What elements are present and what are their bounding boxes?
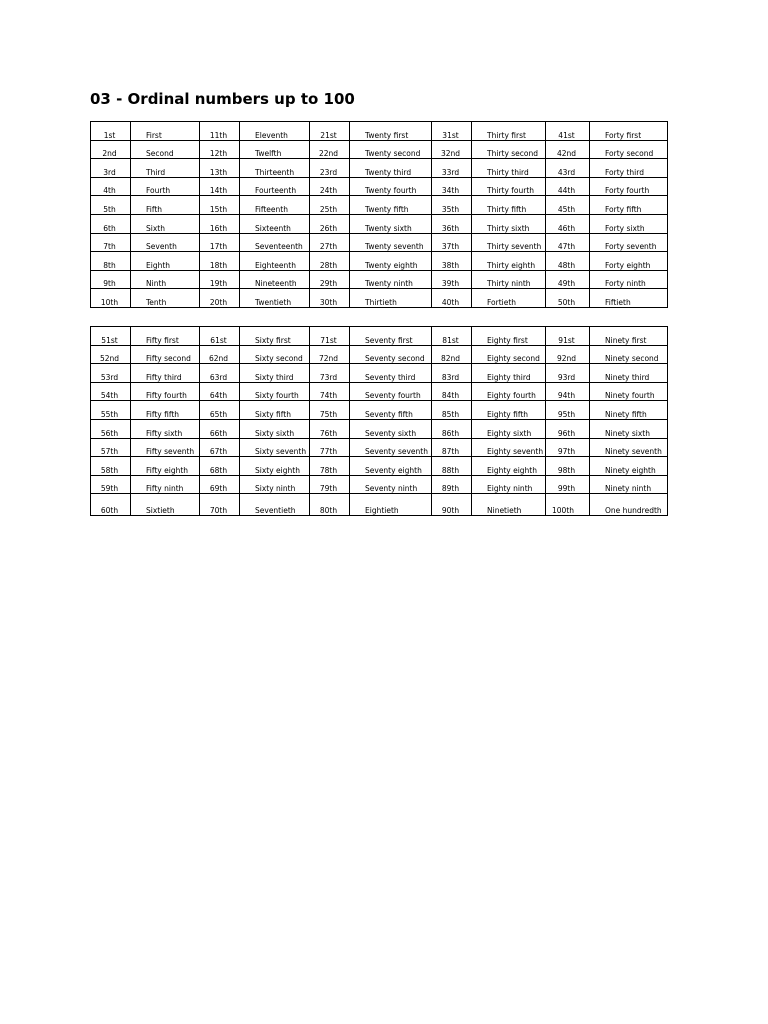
ordinal-number-cell: 76th bbox=[310, 419, 350, 438]
ordinal-number-cell: 80th bbox=[310, 494, 350, 516]
ordinal-word-cell: Twenty sixth bbox=[350, 214, 432, 233]
ordinal-number-cell: 61st bbox=[200, 327, 240, 346]
table-row bbox=[91, 419, 668, 438]
ordinal-word-cell: Forty fifth bbox=[590, 196, 668, 215]
ordinal-number-cell: 26th bbox=[310, 214, 350, 233]
ordinal-word-cell: Sixtieth bbox=[131, 494, 200, 516]
ordinal-number-cell: 52nd bbox=[91, 345, 131, 364]
ordinal-number-cell: 56th bbox=[91, 419, 131, 438]
ordinal-word-cell: Forty third bbox=[590, 159, 668, 178]
ordinal-word-cell: Sixty seventh bbox=[240, 438, 310, 457]
ordinal-number-cell: 63rd bbox=[200, 364, 240, 383]
ordinals-table-1-to-50 bbox=[90, 121, 668, 308]
ordinal-word-cell: Eighty third bbox=[472, 364, 546, 383]
ordinal-number-cell: 39th bbox=[432, 270, 472, 289]
ordinal-word-cell: Eleventh bbox=[240, 122, 310, 141]
ordinal-number-cell: 51st bbox=[91, 327, 131, 346]
ordinal-word-cell: Eightieth bbox=[350, 494, 432, 516]
table-row bbox=[91, 364, 668, 383]
ordinal-word-cell: Eighty fourth bbox=[472, 382, 546, 401]
ordinal-word-cell: Fifty eighth bbox=[131, 457, 200, 476]
ordinal-word-cell: Seventy sixth bbox=[350, 419, 432, 438]
ordinal-number-cell: 72nd bbox=[310, 345, 350, 364]
ordinal-number-cell: 10th bbox=[91, 289, 131, 308]
ordinal-number-cell: 70th bbox=[200, 494, 240, 516]
table-row bbox=[91, 475, 668, 494]
ordinal-number-cell: 79th bbox=[310, 475, 350, 494]
ordinal-number-cell: 14th bbox=[200, 177, 240, 196]
ordinal-word-cell: Eighth bbox=[131, 252, 200, 271]
table-row bbox=[91, 252, 668, 271]
table-row bbox=[91, 382, 668, 401]
ordinal-number-cell: 18th bbox=[200, 252, 240, 271]
ordinal-word-cell: Twenty first bbox=[350, 122, 432, 141]
ordinal-number-cell: 24th bbox=[310, 177, 350, 196]
ordinal-number-cell: 75th bbox=[310, 401, 350, 420]
ordinal-word-cell: Forty first bbox=[590, 122, 668, 141]
ordinal-word-cell: Thirty first bbox=[472, 122, 546, 141]
ordinal-number-cell: 17th bbox=[200, 233, 240, 252]
ordinal-word-cell: Thirty fifth bbox=[472, 196, 546, 215]
ordinal-number-cell: 74th bbox=[310, 382, 350, 401]
table-row bbox=[91, 270, 668, 289]
ordinal-word-cell: Twelfth bbox=[240, 140, 310, 159]
ordinal-number-cell: 100th bbox=[546, 494, 590, 516]
ordinal-word-cell: Forty fourth bbox=[590, 177, 668, 196]
ordinal-word-cell: Sixty first bbox=[240, 327, 310, 346]
ordinal-word-cell: Fourteenth bbox=[240, 177, 310, 196]
table-row bbox=[91, 159, 668, 178]
ordinal-number-cell: 84th bbox=[432, 382, 472, 401]
ordinal-word-cell: Fifty first bbox=[131, 327, 200, 346]
ordinal-number-cell: 25th bbox=[310, 196, 350, 215]
ordinal-number-cell: 99th bbox=[546, 475, 590, 494]
ordinal-number-cell: 1st bbox=[91, 122, 131, 141]
table-row bbox=[91, 196, 668, 215]
ordinal-word-cell: Eighty ninth bbox=[472, 475, 546, 494]
ordinal-word-cell: Forty seventh bbox=[590, 233, 668, 252]
ordinal-number-cell: 46th bbox=[546, 214, 590, 233]
ordinal-word-cell: Ninetieth bbox=[472, 494, 546, 516]
ordinal-number-cell: 37th bbox=[432, 233, 472, 252]
ordinal-word-cell: Third bbox=[131, 159, 200, 178]
ordinal-number-cell: 40th bbox=[432, 289, 472, 308]
ordinal-word-cell: Sixty sixth bbox=[240, 419, 310, 438]
ordinal-word-cell: Thirty third bbox=[472, 159, 546, 178]
ordinal-number-cell: 45th bbox=[546, 196, 590, 215]
ordinal-word-cell: Ninety seventh bbox=[590, 438, 668, 457]
ordinal-number-cell: 86th bbox=[432, 419, 472, 438]
ordinal-word-cell: Forty eighth bbox=[590, 252, 668, 271]
ordinal-word-cell: Seventy seventh bbox=[350, 438, 432, 457]
ordinal-word-cell: Thirty eighth bbox=[472, 252, 546, 271]
ordinal-word-cell: Seventy ninth bbox=[350, 475, 432, 494]
ordinal-number-cell: 38th bbox=[432, 252, 472, 271]
ordinal-number-cell: 47th bbox=[546, 233, 590, 252]
ordinal-number-cell: 97th bbox=[546, 438, 590, 457]
ordinals-table-51-to-100 bbox=[90, 326, 668, 516]
ordinal-number-cell: 85th bbox=[432, 401, 472, 420]
ordinal-word-cell: Twenty eighth bbox=[350, 252, 432, 271]
ordinal-number-cell: 31st bbox=[432, 122, 472, 141]
ordinal-word-cell: Fifth bbox=[131, 196, 200, 215]
table-body bbox=[91, 122, 668, 308]
ordinal-number-cell: 36th bbox=[432, 214, 472, 233]
ordinal-word-cell: Fourth bbox=[131, 177, 200, 196]
ordinal-number-cell: 15th bbox=[200, 196, 240, 215]
table-row bbox=[91, 438, 668, 457]
ordinal-number-cell: 77th bbox=[310, 438, 350, 457]
ordinal-word-cell: Twenty seventh bbox=[350, 233, 432, 252]
ordinal-number-cell: 78th bbox=[310, 457, 350, 476]
ordinal-word-cell: One hundredth bbox=[590, 494, 668, 516]
ordinal-word-cell: Seventy third bbox=[350, 364, 432, 383]
ordinal-word-cell: Eighty second bbox=[472, 345, 546, 364]
ordinal-word-cell: Sixth bbox=[131, 214, 200, 233]
ordinal-number-cell: 98th bbox=[546, 457, 590, 476]
ordinal-word-cell: Seventy first bbox=[350, 327, 432, 346]
ordinal-word-cell: Seventh bbox=[131, 233, 200, 252]
ordinal-word-cell: Tenth bbox=[131, 289, 200, 308]
ordinal-number-cell: 62nd bbox=[200, 345, 240, 364]
ordinal-number-cell: 6th bbox=[91, 214, 131, 233]
table-row bbox=[91, 494, 668, 516]
ordinal-word-cell: Sixty second bbox=[240, 345, 310, 364]
page-title: 03 - Ordinal numbers up to 100 bbox=[90, 90, 355, 108]
ordinal-number-cell: 89th bbox=[432, 475, 472, 494]
ordinal-number-cell: 96th bbox=[546, 419, 590, 438]
ordinal-number-cell: 87th bbox=[432, 438, 472, 457]
ordinal-word-cell: Ninety ninth bbox=[590, 475, 668, 494]
ordinal-word-cell: Thirteenth bbox=[240, 159, 310, 178]
ordinal-number-cell: 59th bbox=[91, 475, 131, 494]
ordinal-number-cell: 33rd bbox=[432, 159, 472, 178]
ordinal-number-cell: 35th bbox=[432, 196, 472, 215]
ordinal-word-cell: Eighteenth bbox=[240, 252, 310, 271]
ordinal-word-cell: Sixty ninth bbox=[240, 475, 310, 494]
ordinal-number-cell: 27th bbox=[310, 233, 350, 252]
ordinal-word-cell: Seventy eighth bbox=[350, 457, 432, 476]
ordinal-number-cell: 42nd bbox=[546, 140, 590, 159]
ordinal-word-cell: Twenty ninth bbox=[350, 270, 432, 289]
ordinal-number-cell: 69th bbox=[200, 475, 240, 494]
ordinal-word-cell: First bbox=[131, 122, 200, 141]
ordinal-number-cell: 53rd bbox=[91, 364, 131, 383]
table-row bbox=[91, 140, 668, 159]
ordinal-word-cell: Fifty fifth bbox=[131, 401, 200, 420]
ordinal-word-cell: Ninety second bbox=[590, 345, 668, 364]
ordinal-number-cell: 71st bbox=[310, 327, 350, 346]
ordinal-word-cell: Fifty fourth bbox=[131, 382, 200, 401]
ordinal-number-cell: 20th bbox=[200, 289, 240, 308]
ordinal-number-cell: 7th bbox=[91, 233, 131, 252]
ordinal-word-cell: Thirty seventh bbox=[472, 233, 546, 252]
ordinal-number-cell: 94th bbox=[546, 382, 590, 401]
ordinal-number-cell: 90th bbox=[432, 494, 472, 516]
ordinal-number-cell: 34th bbox=[432, 177, 472, 196]
table-row bbox=[91, 177, 668, 196]
ordinal-word-cell: Nineteenth bbox=[240, 270, 310, 289]
ordinal-number-cell: 83rd bbox=[432, 364, 472, 383]
ordinal-word-cell: Eighty first bbox=[472, 327, 546, 346]
ordinal-word-cell: Ninety fourth bbox=[590, 382, 668, 401]
ordinal-number-cell: 2nd bbox=[91, 140, 131, 159]
ordinal-number-cell: 22nd bbox=[310, 140, 350, 159]
ordinal-number-cell: 95th bbox=[546, 401, 590, 420]
table-row bbox=[91, 233, 668, 252]
ordinal-word-cell: Fifteenth bbox=[240, 196, 310, 215]
ordinal-number-cell: 68th bbox=[200, 457, 240, 476]
table-row bbox=[91, 401, 668, 420]
ordinal-word-cell: Ninth bbox=[131, 270, 200, 289]
ordinal-word-cell: Thirty second bbox=[472, 140, 546, 159]
ordinal-number-cell: 55th bbox=[91, 401, 131, 420]
ordinal-number-cell: 11th bbox=[200, 122, 240, 141]
ordinal-word-cell: Seventy fourth bbox=[350, 382, 432, 401]
ordinal-word-cell: Eighty eighth bbox=[472, 457, 546, 476]
ordinal-number-cell: 21st bbox=[310, 122, 350, 141]
ordinal-word-cell: Twenty second bbox=[350, 140, 432, 159]
ordinal-number-cell: 16th bbox=[200, 214, 240, 233]
ordinal-word-cell: Fifty sixth bbox=[131, 419, 200, 438]
ordinal-word-cell: Twentieth bbox=[240, 289, 310, 308]
ordinal-word-cell: Seventy fifth bbox=[350, 401, 432, 420]
ordinal-number-cell: 60th bbox=[91, 494, 131, 516]
ordinal-number-cell: 54th bbox=[91, 382, 131, 401]
table-row bbox=[91, 122, 668, 141]
ordinal-word-cell: Thirty sixth bbox=[472, 214, 546, 233]
ordinal-word-cell: Fifty third bbox=[131, 364, 200, 383]
ordinal-number-cell: 9th bbox=[91, 270, 131, 289]
ordinal-word-cell: Eighty seventh bbox=[472, 438, 546, 457]
ordinal-word-cell: Thirty fourth bbox=[472, 177, 546, 196]
ordinal-number-cell: 5th bbox=[91, 196, 131, 215]
ordinal-word-cell: Fifty second bbox=[131, 345, 200, 364]
ordinal-number-cell: 3rd bbox=[91, 159, 131, 178]
ordinal-word-cell: Sixty eighth bbox=[240, 457, 310, 476]
ordinal-word-cell: Fortieth bbox=[472, 289, 546, 308]
ordinal-number-cell: 81st bbox=[432, 327, 472, 346]
ordinal-word-cell: Forty second bbox=[590, 140, 668, 159]
ordinal-word-cell: Seventeenth bbox=[240, 233, 310, 252]
ordinal-word-cell: Fifty seventh bbox=[131, 438, 200, 457]
ordinal-number-cell: 4th bbox=[91, 177, 131, 196]
table-body bbox=[91, 327, 668, 516]
ordinal-number-cell: 13th bbox=[200, 159, 240, 178]
ordinal-word-cell: Thirty ninth bbox=[472, 270, 546, 289]
ordinal-word-cell: Second bbox=[131, 140, 200, 159]
ordinal-word-cell: Fifty ninth bbox=[131, 475, 200, 494]
ordinal-number-cell: 48th bbox=[546, 252, 590, 271]
ordinal-number-cell: 50th bbox=[546, 289, 590, 308]
ordinal-number-cell: 58th bbox=[91, 457, 131, 476]
ordinal-number-cell: 67th bbox=[200, 438, 240, 457]
ordinal-number-cell: 41st bbox=[546, 122, 590, 141]
ordinal-word-cell: Eighty sixth bbox=[472, 419, 546, 438]
ordinal-number-cell: 64th bbox=[200, 382, 240, 401]
ordinal-number-cell: 93rd bbox=[546, 364, 590, 383]
ordinal-word-cell: Ninety fifth bbox=[590, 401, 668, 420]
ordinal-word-cell: Sixty fourth bbox=[240, 382, 310, 401]
ordinal-word-cell: Forty sixth bbox=[590, 214, 668, 233]
table-row bbox=[91, 327, 668, 346]
ordinal-number-cell: 44th bbox=[546, 177, 590, 196]
ordinal-word-cell: Sixty third bbox=[240, 364, 310, 383]
ordinal-word-cell: Twenty third bbox=[350, 159, 432, 178]
ordinal-number-cell: 28th bbox=[310, 252, 350, 271]
ordinal-number-cell: 32nd bbox=[432, 140, 472, 159]
ordinal-word-cell: Seventieth bbox=[240, 494, 310, 516]
ordinal-number-cell: 43rd bbox=[546, 159, 590, 178]
ordinal-number-cell: 12th bbox=[200, 140, 240, 159]
ordinal-number-cell: 66th bbox=[200, 419, 240, 438]
ordinal-word-cell: Ninety sixth bbox=[590, 419, 668, 438]
ordinal-number-cell: 8th bbox=[91, 252, 131, 271]
ordinal-number-cell: 23rd bbox=[310, 159, 350, 178]
ordinal-number-cell: 73rd bbox=[310, 364, 350, 383]
ordinal-number-cell: 49th bbox=[546, 270, 590, 289]
ordinal-word-cell: Seventy second bbox=[350, 345, 432, 364]
ordinal-number-cell: 88th bbox=[432, 457, 472, 476]
ordinal-word-cell: Sixty fifth bbox=[240, 401, 310, 420]
table-row bbox=[91, 289, 668, 308]
table-row bbox=[91, 457, 668, 476]
ordinal-word-cell: Twenty fifth bbox=[350, 196, 432, 215]
ordinal-word-cell: Ninety eighth bbox=[590, 457, 668, 476]
ordinal-word-cell: Fiftieth bbox=[590, 289, 668, 308]
ordinal-number-cell: 29th bbox=[310, 270, 350, 289]
ordinal-number-cell: 92nd bbox=[546, 345, 590, 364]
ordinal-word-cell: Twenty fourth bbox=[350, 177, 432, 196]
ordinal-number-cell: 82nd bbox=[432, 345, 472, 364]
ordinal-word-cell: Thirtieth bbox=[350, 289, 432, 308]
ordinal-number-cell: 57th bbox=[91, 438, 131, 457]
ordinal-word-cell: Sixteenth bbox=[240, 214, 310, 233]
ordinal-word-cell: Forty ninth bbox=[590, 270, 668, 289]
ordinal-number-cell: 91st bbox=[546, 327, 590, 346]
ordinal-number-cell: 65th bbox=[200, 401, 240, 420]
ordinal-number-cell: 19th bbox=[200, 270, 240, 289]
table-row bbox=[91, 214, 668, 233]
table-row bbox=[91, 345, 668, 364]
ordinal-word-cell: Ninety third bbox=[590, 364, 668, 383]
ordinal-word-cell: Ninety first bbox=[590, 327, 668, 346]
ordinal-number-cell: 30th bbox=[310, 289, 350, 308]
ordinal-word-cell: Eighty fifth bbox=[472, 401, 546, 420]
